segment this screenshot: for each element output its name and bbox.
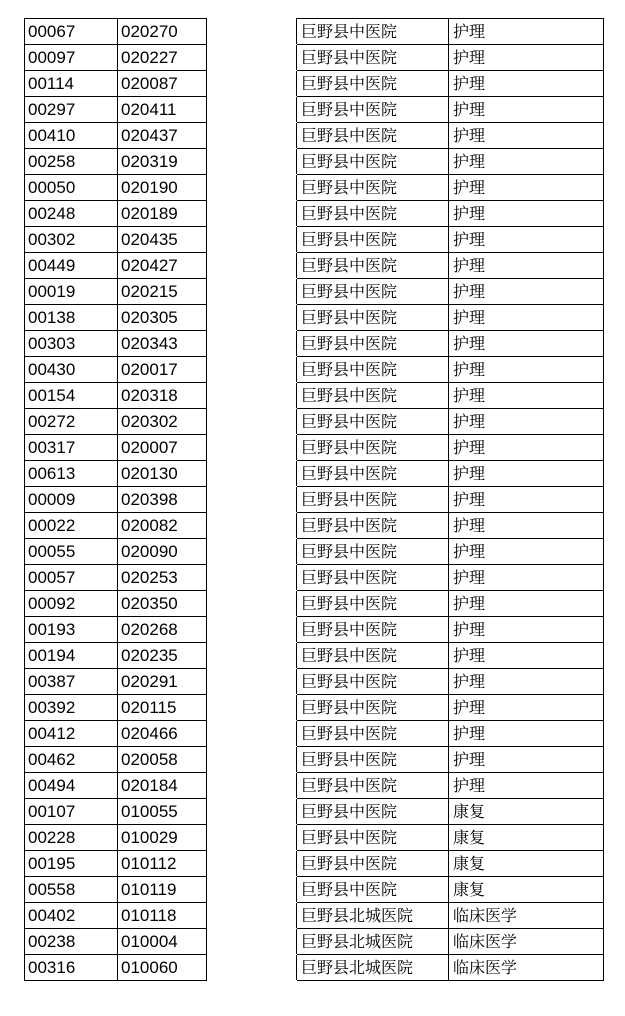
hospital-cell[interactable]: 巨野县中医院 [297,773,449,799]
hospital-cell[interactable]: 巨野县中医院 [297,357,449,383]
registration-number-cell[interactable]: 020437 [118,123,207,149]
exam-number-cell[interactable]: 00193 [25,617,118,643]
spreadsheet [24,18,603,981]
specialty-cell[interactable]: 护理 [449,669,604,695]
hospital-cell[interactable]: 巨野县中医院 [297,539,449,565]
specialty-cell[interactable]: 护理 [449,487,604,513]
exam-number-cell[interactable]: 00302 [25,227,118,253]
table-row [25,825,604,851]
blank-cell[interactable] [207,825,297,851]
exam-number-cell[interactable]: 00272 [25,409,118,435]
specialty-cell[interactable]: 康复 [449,799,604,825]
blank-cell[interactable] [207,773,297,799]
exam-number-cell[interactable]: 00097 [25,45,118,71]
registration-number-cell[interactable]: 010029 [118,825,207,851]
specialty-cell[interactable]: 康复 [449,877,604,903]
hospital-cell[interactable]: 巨野县中医院 [297,747,449,773]
specialty-cell[interactable]: 护理 [449,123,604,149]
registration-number-cell[interactable]: 020302 [118,409,207,435]
blank-cell[interactable] [207,851,297,877]
table-row [25,565,604,591]
exam-number-cell[interactable]: 00258 [25,149,118,175]
exam-number-cell[interactable]: 00303 [25,331,118,357]
hospital-cell[interactable]: 巨野县中医院 [297,409,449,435]
specialty-cell[interactable]: 护理 [449,331,604,357]
registration-number-cell[interactable]: 020466 [118,721,207,747]
registration-number-cell[interactable]: 010004 [118,929,207,955]
exam-number-cell[interactable]: 00022 [25,513,118,539]
blank-cell[interactable] [207,97,297,123]
hospital-cell[interactable]: 巨野县中医院 [297,279,449,305]
specialty-cell[interactable]: 临床医学 [449,903,604,929]
blank-cell[interactable] [207,305,297,331]
table-row [25,773,604,799]
registration-number-cell[interactable]: 020227 [118,45,207,71]
table-row [25,149,604,175]
table-row [25,253,604,279]
table-row [25,357,604,383]
hospital-cell[interactable]: 巨野县中医院 [297,565,449,591]
blank-cell[interactable] [207,253,297,279]
registration-number-cell[interactable]: 010060 [118,955,207,981]
table-row [25,487,604,513]
registration-number-cell[interactable]: 020253 [118,565,207,591]
blank-cell[interactable] [207,331,297,357]
specialty-cell[interactable]: 护理 [449,539,604,565]
hospital-cell[interactable]: 巨野县中医院 [297,123,449,149]
hospital-cell[interactable]: 巨野县中医院 [297,877,449,903]
registration-number-cell[interactable]: 020115 [118,695,207,721]
exam-number-cell[interactable]: 00138 [25,305,118,331]
hospital-cell[interactable]: 巨野县中医院 [297,149,449,175]
blank-cell[interactable] [207,435,297,461]
hospital-cell[interactable]: 巨野县中医院 [297,461,449,487]
table-row [25,71,604,97]
exam-number-cell[interactable]: 00462 [25,747,118,773]
specialty-cell[interactable]: 护理 [449,305,604,331]
table-row [25,279,604,305]
blank-cell[interactable] [207,721,297,747]
table-row [25,409,604,435]
registration-number-cell[interactable]: 020082 [118,513,207,539]
table-row [25,955,604,981]
exam-number-cell[interactable]: 00057 [25,565,118,591]
table-row [25,201,604,227]
registration-number-cell[interactable]: 020350 [118,591,207,617]
registration-number-cell[interactable]: 020235 [118,643,207,669]
blank-cell[interactable] [207,929,297,955]
table-row [25,383,604,409]
blank-cell[interactable] [207,279,297,305]
blank-cell[interactable] [207,461,297,487]
exam-number-cell[interactable]: 00228 [25,825,118,851]
specialty-cell[interactable]: 护理 [449,71,604,97]
exam-number-cell[interactable]: 00019 [25,279,118,305]
specialty-cell[interactable]: 护理 [449,565,604,591]
specialty-cell[interactable]: 临床医学 [449,929,604,955]
blank-cell[interactable] [207,591,297,617]
registration-number-cell[interactable]: 020291 [118,669,207,695]
exam-number-cell[interactable]: 00558 [25,877,118,903]
registration-number-cell[interactable]: 020427 [118,253,207,279]
exam-number-cell[interactable]: 00412 [25,721,118,747]
exam-number-cell[interactable]: 00494 [25,773,118,799]
specialty-cell[interactable]: 护理 [449,747,604,773]
registration-number-cell[interactable]: 020305 [118,305,207,331]
table-row [25,695,604,721]
blank-cell[interactable] [207,357,297,383]
table-row [25,799,604,825]
hospital-cell[interactable]: 巨野县中医院 [297,435,449,461]
exam-number-cell[interactable]: 00248 [25,201,118,227]
specialty-cell[interactable]: 护理 [449,617,604,643]
blank-cell[interactable] [207,19,297,45]
specialty-cell[interactable]: 护理 [449,149,604,175]
hospital-cell[interactable]: 巨野县中医院 [297,695,449,721]
exam-number-cell[interactable]: 00055 [25,539,118,565]
hospital-cell[interactable]: 巨野县中医院 [297,851,449,877]
hospital-cell[interactable]: 巨野县中医院 [297,19,449,45]
registration-number-cell[interactable]: 020318 [118,383,207,409]
specialty-cell[interactable]: 护理 [449,97,604,123]
registration-number-cell[interactable]: 010112 [118,851,207,877]
exam-number-cell[interactable]: 00194 [25,643,118,669]
registration-number-cell[interactable]: 020130 [118,461,207,487]
specialty-cell[interactable]: 临床医学 [449,955,604,981]
table-row [25,19,604,45]
specialty-cell[interactable]: 护理 [449,357,604,383]
table-row [25,669,604,695]
table-body [25,19,604,981]
blank-cell[interactable] [207,409,297,435]
table-row [25,305,604,331]
registration-number-cell[interactable]: 020007 [118,435,207,461]
registration-number-cell[interactable]: 020343 [118,331,207,357]
table-row [25,45,604,71]
table-row [25,435,604,461]
blank-cell[interactable] [207,513,297,539]
exam-number-cell[interactable]: 00410 [25,123,118,149]
hospital-cell[interactable]: 巨野县北城医院 [297,929,449,955]
table-row [25,123,604,149]
registration-number-cell[interactable]: 010118 [118,903,207,929]
blank-cell[interactable] [207,695,297,721]
blank-cell[interactable] [207,955,297,981]
hospital-cell[interactable]: 巨野县中医院 [297,669,449,695]
exam-number-cell[interactable]: 00297 [25,97,118,123]
table-row [25,97,604,123]
exam-number-cell[interactable]: 00402 [25,903,118,929]
exam-number-cell[interactable]: 00392 [25,695,118,721]
specialty-cell[interactable]: 护理 [449,695,604,721]
specialty-cell[interactable]: 护理 [449,409,604,435]
registration-number-cell[interactable]: 020319 [118,149,207,175]
registration-number-cell[interactable]: 020090 [118,539,207,565]
registration-number-cell[interactable]: 020435 [118,227,207,253]
blank-cell[interactable] [207,565,297,591]
exam-number-cell[interactable]: 00154 [25,383,118,409]
hospital-cell[interactable]: 巨野县中医院 [297,799,449,825]
hospital-cell[interactable]: 巨野县中医院 [297,227,449,253]
table-row [25,513,604,539]
registration-number-cell[interactable]: 020270 [118,19,207,45]
specialty-cell[interactable]: 护理 [449,513,604,539]
hospital-cell[interactable]: 巨野县中医院 [297,201,449,227]
specialty-cell[interactable]: 护理 [449,279,604,305]
table-row [25,539,604,565]
blank-cell[interactable] [207,123,297,149]
exam-number-cell[interactable]: 00317 [25,435,118,461]
specialty-cell[interactable]: 护理 [449,383,604,409]
hospital-cell[interactable]: 巨野县中医院 [297,825,449,851]
exam-number-cell[interactable]: 00430 [25,357,118,383]
table-row [25,929,604,955]
specialty-cell[interactable]: 护理 [449,773,604,799]
data-table [24,18,604,981]
registration-number-cell[interactable]: 020017 [118,357,207,383]
specialty-cell[interactable]: 护理 [449,45,604,71]
blank-cell[interactable] [207,617,297,643]
exam-number-cell[interactable]: 00067 [25,19,118,45]
table-row [25,877,604,903]
hospital-cell[interactable]: 巨野县中医院 [297,71,449,97]
blank-cell[interactable] [207,383,297,409]
table-row [25,617,604,643]
specialty-cell[interactable]: 康复 [449,825,604,851]
hospital-cell[interactable]: 巨野县中医院 [297,175,449,201]
table-row [25,903,604,929]
registration-number-cell[interactable]: 020087 [118,71,207,97]
specialty-cell[interactable]: 护理 [449,253,604,279]
hospital-cell[interactable]: 巨野县中医院 [297,331,449,357]
exam-number-cell[interactable]: 00387 [25,669,118,695]
registration-number-cell[interactable]: 020215 [118,279,207,305]
registration-number-cell[interactable]: 020190 [118,175,207,201]
exam-number-cell[interactable]: 00009 [25,487,118,513]
blank-cell[interactable] [207,201,297,227]
registration-number-cell[interactable]: 010055 [118,799,207,825]
specialty-cell[interactable]: 护理 [449,461,604,487]
hospital-cell[interactable]: 巨野县中医院 [297,97,449,123]
hospital-cell[interactable]: 巨野县中医院 [297,487,449,513]
blank-cell[interactable] [207,877,297,903]
registration-number-cell[interactable]: 020411 [118,97,207,123]
hospital-cell[interactable]: 巨野县中医院 [297,513,449,539]
hospital-cell[interactable]: 巨野县中医院 [297,617,449,643]
hospital-cell[interactable]: 巨野县北城医院 [297,903,449,929]
hospital-cell[interactable]: 巨野县中医院 [297,643,449,669]
exam-number-cell[interactable]: 00050 [25,175,118,201]
exam-number-cell[interactable]: 00195 [25,851,118,877]
hospital-cell[interactable]: 巨野县北城医院 [297,955,449,981]
blank-cell[interactable] [207,45,297,71]
exam-number-cell[interactable]: 00316 [25,955,118,981]
specialty-cell[interactable]: 护理 [449,201,604,227]
registration-number-cell[interactable]: 010119 [118,877,207,903]
blank-cell[interactable] [207,487,297,513]
registration-number-cell[interactable]: 020398 [118,487,207,513]
hospital-cell[interactable]: 巨野县中医院 [297,45,449,71]
specialty-cell[interactable]: 护理 [449,591,604,617]
exam-number-cell[interactable]: 00238 [25,929,118,955]
specialty-cell[interactable]: 护理 [449,721,604,747]
blank-cell[interactable] [207,669,297,695]
exam-number-cell[interactable]: 00449 [25,253,118,279]
blank-cell[interactable] [207,799,297,825]
blank-cell[interactable] [207,71,297,97]
hospital-cell[interactable]: 巨野县中医院 [297,253,449,279]
table-row [25,461,604,487]
registration-number-cell[interactable]: 020268 [118,617,207,643]
specialty-cell[interactable]: 护理 [449,19,604,45]
blank-cell[interactable] [207,539,297,565]
blank-cell[interactable] [207,903,297,929]
registration-number-cell[interactable]: 020184 [118,773,207,799]
hospital-cell[interactable]: 巨野县中医院 [297,591,449,617]
table-row [25,851,604,877]
table-row [25,227,604,253]
specialty-cell[interactable]: 护理 [449,643,604,669]
hospital-cell[interactable]: 巨野县中医院 [297,305,449,331]
exam-number-cell[interactable]: 00114 [25,71,118,97]
specialty-cell[interactable]: 护理 [449,227,604,253]
table-row [25,331,604,357]
table-row [25,643,604,669]
hospital-cell[interactable]: 巨野县中医院 [297,383,449,409]
blank-cell[interactable] [207,149,297,175]
specialty-cell[interactable]: 护理 [449,175,604,201]
table-row [25,591,604,617]
exam-number-cell[interactable]: 00613 [25,461,118,487]
table-row [25,747,604,773]
table-row [25,175,604,201]
blank-cell[interactable] [207,747,297,773]
registration-number-cell[interactable]: 020058 [118,747,207,773]
blank-cell[interactable] [207,175,297,201]
blank-cell[interactable] [207,643,297,669]
specialty-cell[interactable]: 护理 [449,435,604,461]
registration-number-cell[interactable]: 020189 [118,201,207,227]
hospital-cell[interactable]: 巨野县中医院 [297,721,449,747]
exam-number-cell[interactable]: 00107 [25,799,118,825]
table-row [25,721,604,747]
specialty-cell[interactable]: 康复 [449,851,604,877]
exam-number-cell[interactable]: 00092 [25,591,118,617]
blank-cell[interactable] [207,227,297,253]
